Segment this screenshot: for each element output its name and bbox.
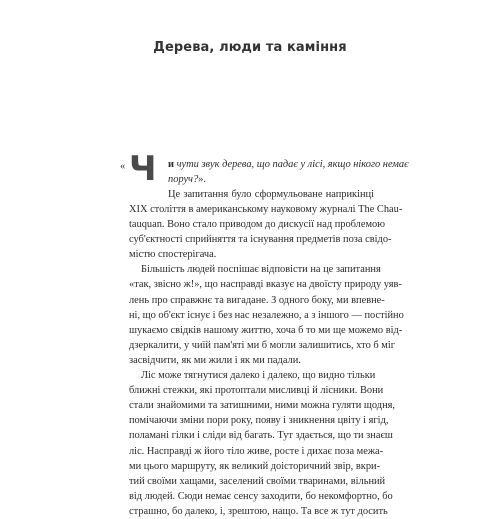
paragraph-2-line: дзеркалити, у чиїй пам'яті ми б могли залишитись, хто б міг bbox=[129, 339, 395, 351]
paragraph-3-line: страшно, бо далеко, і, зрештою, нащо. Та все ж тут досить bbox=[129, 505, 388, 517]
paragraph-3-line: Ліс може тягнутися далеко і далеко, що видно тільки bbox=[141, 370, 376, 382]
opening-line-2-italic: поруч? bbox=[168, 174, 199, 186]
paragraph-3-line: тий своїми хащами, заселений своїми тваринами, вільний bbox=[129, 475, 386, 487]
paragraph-2-line: «так, звісно ж!», що насправді вказує на двоїсту природу уяв- bbox=[129, 279, 402, 291]
opening-line-2-tail: ». bbox=[198, 174, 207, 186]
opening-line-2 bbox=[168, 172, 374, 187]
paragraph-2-line: засвідчити, як ми жили і як ми падали. bbox=[129, 354, 301, 366]
paragraph-1-line: суб'єктності сприйняття та існування предметів поза свідо- bbox=[129, 234, 392, 246]
paragraph-3-line: ми цього маршруту, як великий доісторичний звір, вкри- bbox=[129, 460, 381, 472]
paragraph-1-line: XIX століття в американському науковому журналі The Chau- bbox=[129, 204, 403, 215]
paragraph-3-line: помічаючи зміни пори року, появу і зникнення цвіту і ягід, bbox=[129, 415, 389, 427]
paragraph-2-line: Більшість людей поспішає відповісти на це запитання bbox=[141, 264, 381, 276]
paragraph-2-line: шукаємо свідків нашому життю, хоча б то ми ще можемо від- bbox=[129, 324, 403, 336]
opening-quote-mark: « bbox=[120, 161, 126, 172]
paragraph-3-line: стали знайомими та затишними, ними можна гуляти щодня, bbox=[129, 400, 396, 412]
paragraph-1-line: містю спостерігача. bbox=[129, 249, 217, 261]
paragraph-3-line: ближні стежки, які протоптали мисливці й лісники. Вони bbox=[129, 385, 384, 397]
opening-line-1-bold: и bbox=[168, 159, 174, 170]
paragraph-3-line: ліс. Насправді ж його тіло живе, росте і дихає поза межа- bbox=[129, 445, 384, 457]
paragraph-3-line: поламані гілки і сліди від багать. Тут здається, що ти знаєш bbox=[129, 430, 393, 442]
opening-lines bbox=[168, 157, 409, 202]
opening-line-1-italic: чути звук дерева, що падає у лісі, якщо нікого немає bbox=[174, 159, 409, 170]
chapter-title: Дерева, люди та каміння bbox=[153, 40, 347, 55]
body-text bbox=[129, 202, 404, 519]
paragraph-2-line: ні, що об'єкт існує і без нас незалежно, а з іншого — постійно bbox=[129, 309, 404, 321]
paragraph-3-line: від людей. Сюди немає сенсу заходити, бо некомфортно, бо bbox=[129, 490, 393, 502]
opening-line-1 bbox=[168, 157, 409, 172]
paragraph-2-line: лень про справжнє та вигадане. З одного боку, ми впевне- bbox=[129, 294, 385, 306]
paragraph-1-line: tauquan. Воно стало приводом до дискусії над проблемою bbox=[129, 219, 386, 231]
opening-line-3: Це запитання було сформульоване наприкінці bbox=[168, 189, 374, 201]
drop-cap-letter: Ч bbox=[129, 149, 157, 189]
